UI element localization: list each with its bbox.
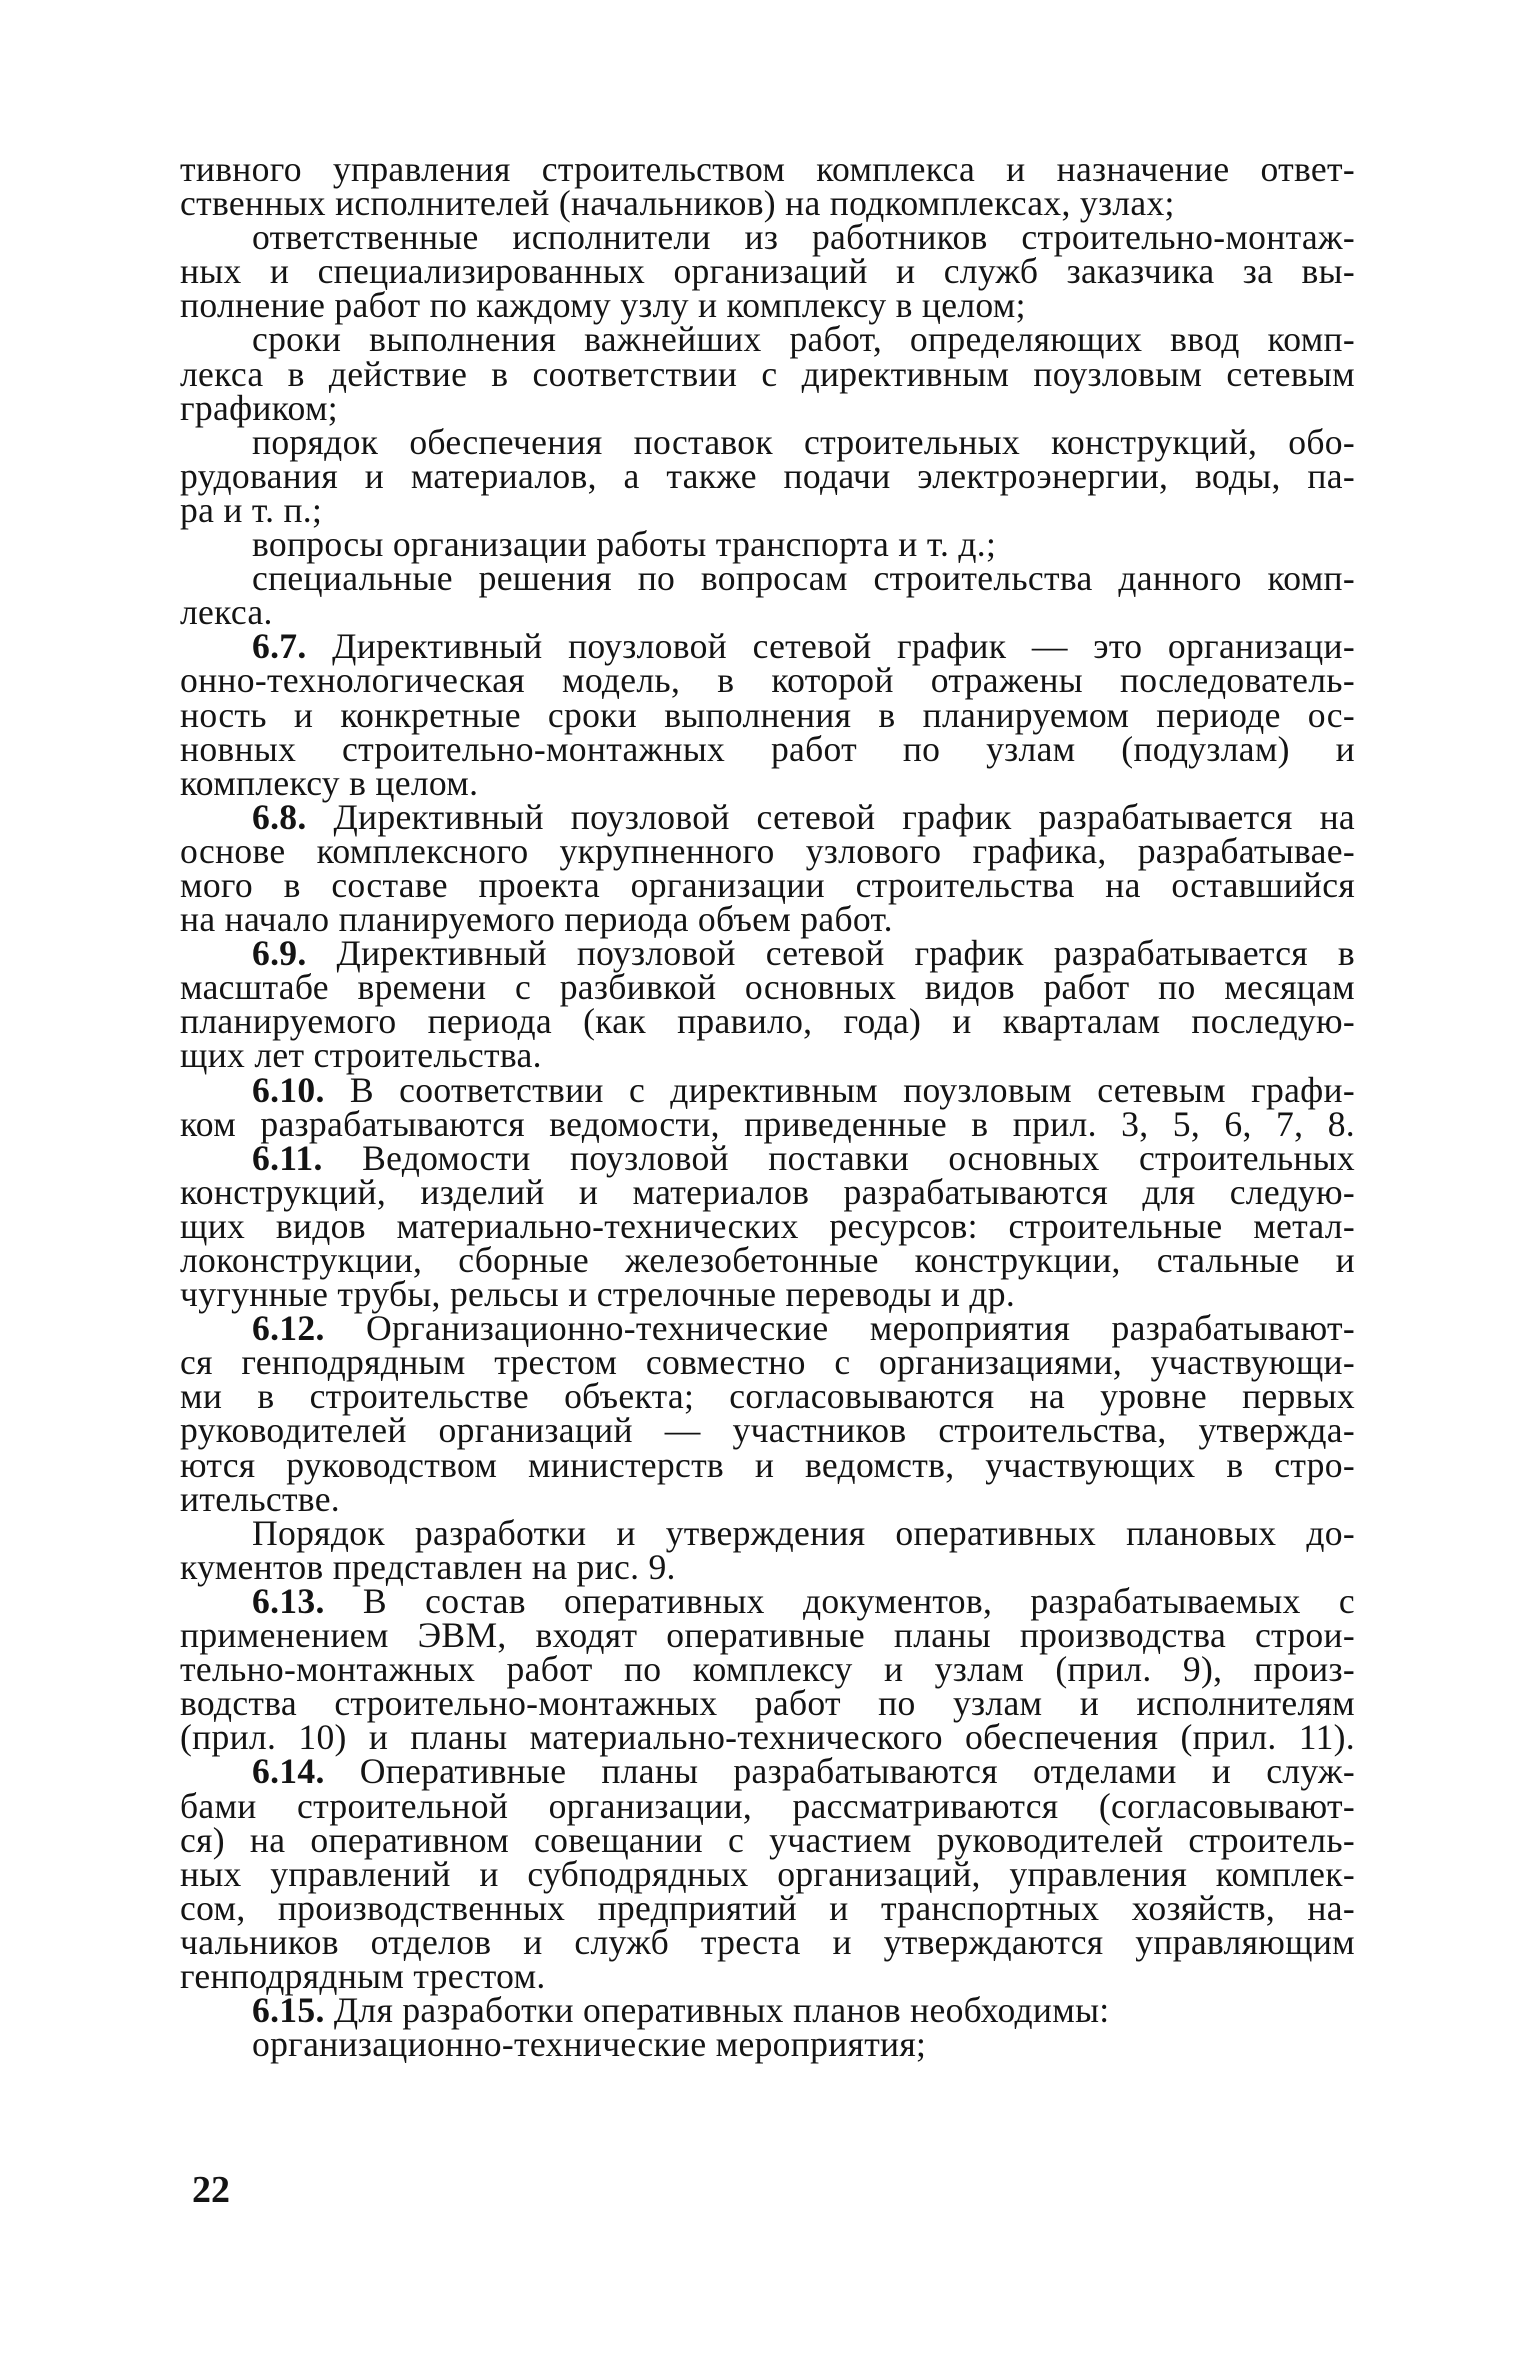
text-line	[180, 1240, 1355, 1280]
line-text: онно-технологическая модель, в которой отражены последователь-	[180, 660, 1355, 701]
line-text: ительстве.	[180, 1478, 340, 1519]
line-text: ность и конкретные сроки выполнения в планируемом периоде ос-	[180, 694, 1355, 735]
line-text: ственных исполнителей (начальников) на подкомплексах, узлах;	[180, 183, 1175, 224]
text-line	[180, 728, 1355, 769]
line-text: применением ЭВМ, входят оперативные планы производства строи-	[180, 1615, 1355, 1656]
line-text: порядок обеспечения поставок строительных конструкций, обо-	[252, 421, 1355, 462]
line-text: ных управлений и субподрядных организаций, управления комплек-	[180, 1853, 1355, 1894]
line-text: ответственные исполнители из работников строительно-монтаж-	[252, 217, 1355, 258]
line-text: тельно-монтажных работ по комплексу и узлам (прил. 9), произ-	[180, 1649, 1355, 1690]
text-line	[180, 353, 1355, 394]
line-text: рудования и материалов, а также подачи электроэнергии, воды, па-	[180, 455, 1355, 496]
text-line	[180, 1921, 1355, 1962]
line-text: полнение работ по каждому узлу и комплексу в целом;	[180, 285, 1026, 326]
line-text: чугунные трубы, рельсы и стрелочные переводы и др.	[180, 1274, 1016, 1315]
text-line	[180, 1137, 1355, 1178]
line-text: ных и специализированных организаций и служб заказчика за вы-	[180, 251, 1355, 292]
line-text: (прил. 10) и планы материально-технического обеспечения (прил. 11).	[180, 1717, 1355, 1758]
text-line	[180, 1546, 1355, 1587]
text-line	[180, 1717, 1355, 1758]
text-line	[180, 1615, 1355, 1656]
line-text: Оперативные планы разрабатываются отделами и служ-	[359, 1751, 1355, 1792]
line-text: вопросы организации работы транспорта и т. д.;	[252, 524, 997, 565]
text-line	[180, 1274, 1355, 1315]
text-line	[180, 251, 1355, 292]
text-line	[180, 1853, 1355, 1894]
line-text: ся) на оперативном совещании с участием руководителей строитель-	[180, 1819, 1355, 1860]
section-number: 6.11.	[252, 1137, 323, 1178]
line-text: сроки выполнения важнейших работ, определяющих ввод комп-	[252, 319, 1355, 360]
text-line	[180, 933, 1355, 974]
text-line	[180, 387, 1355, 428]
line-text: ются руководством министерств и ведомств, участвующих в стро-	[180, 1444, 1355, 1485]
text-line	[180, 149, 1355, 189]
line-text: Ведомости поузловой поставки основных строительных	[362, 1137, 1355, 1178]
line-text: ся генподрядным трестом совместно с организациями, участвующи-	[180, 1342, 1355, 1383]
line-text: Порядок разработки и утверждения оперативных плановых до-	[252, 1512, 1355, 1553]
section-number: 6.12.	[252, 1308, 325, 1349]
text-line	[180, 421, 1355, 462]
line-text: чальников отделов и служб треста и утверждаются управляющим	[180, 1921, 1355, 1962]
section-number: 6.7.	[252, 626, 307, 667]
text-line	[180, 1205, 1355, 1246]
line-text: щих лет строительства.	[180, 1035, 542, 1076]
line-text: Директивный поузловой сетевой график разрабатывается на	[333, 796, 1355, 837]
line-text: кументов представлен на рис. 9.	[180, 1546, 676, 1587]
text-line	[180, 217, 1355, 258]
text-line	[180, 592, 1355, 633]
text-line	[180, 1785, 1355, 1826]
text-line	[180, 1649, 1355, 1690]
line-text: лекса.	[180, 592, 273, 633]
line-text: ком разрабатываются ведомости, приведенные в прил. 3, 5, 6, 7, 8.	[180, 1103, 1355, 1144]
line-text: графиком;	[180, 387, 338, 428]
line-text: конструкций, изделий и материалов разрабатываются для следую-	[180, 1171, 1355, 1212]
text-line	[180, 1376, 1355, 1417]
text-line	[180, 1478, 1355, 1519]
text-line	[180, 1410, 1355, 1451]
text-line	[180, 899, 1355, 940]
line-text: Организационно-технические мероприятия разрабатывают-	[366, 1308, 1355, 1349]
line-text: локонструкции, сборные железобетонные конструкции, стальные и	[180, 1240, 1355, 1280]
text-line	[180, 2024, 1355, 2065]
text-line	[180, 489, 1355, 530]
text-line	[180, 558, 1355, 599]
line-text: Директивный поузловой сетевой график — это организаци-	[332, 626, 1355, 667]
text-line	[180, 1035, 1355, 1076]
text-line	[180, 1171, 1355, 1212]
section-number: 6.15.	[252, 1990, 325, 2031]
text-line	[180, 1308, 1355, 1349]
line-text: щих видов материально-технических ресурсов: строительные метал-	[180, 1205, 1355, 1246]
section-number: 6.8.	[252, 796, 307, 837]
text-line	[180, 1512, 1355, 1553]
section-number: 6.10.	[252, 1069, 325, 1110]
document-page	[180, 149, 1356, 2065]
text-line	[180, 455, 1355, 496]
section-number: 6.9.	[252, 933, 307, 974]
line-text: В состав оперативных документов, разрабатываемых с	[362, 1580, 1355, 1621]
text-line	[180, 694, 1355, 735]
line-text: ми в строительстве объекта; согласовываются на уровне первых	[180, 1376, 1355, 1417]
text-line	[180, 660, 1355, 701]
text-line	[180, 967, 1355, 1008]
text-line	[180, 183, 1355, 224]
text-line	[180, 830, 1355, 871]
line-text: руководителей организаций — участников строительства, утвержда-	[180, 1410, 1355, 1451]
text-line	[180, 1990, 1355, 2031]
line-text: тивного управления строительством комплекса и назначение ответ-	[180, 149, 1355, 189]
text-line	[180, 1342, 1355, 1383]
line-text: В соответствии с директивным поузловым сетевым графи-	[349, 1069, 1356, 1110]
line-text: планируемого периода (как правило, года) и кварталам последую-	[180, 1001, 1355, 1042]
page-number: 22	[192, 2169, 230, 2211]
text-line	[180, 1444, 1355, 1485]
line-text: на начало планируемого периода объем работ.	[180, 899, 893, 940]
text-line	[180, 1751, 1355, 1792]
line-text: лекса в действие в соответствии с директивным поузловым сетевым	[180, 353, 1355, 394]
text-line	[180, 626, 1355, 667]
text-line	[180, 1683, 1355, 1724]
line-text: Директивный поузловой сетевой график разрабатывается в	[336, 933, 1355, 974]
text-line	[180, 1069, 1356, 1110]
text-line	[180, 524, 1355, 565]
text-line	[180, 796, 1355, 837]
line-text: бами строительной организации, рассматриваются (согласовывают-	[180, 1785, 1355, 1826]
section-number: 6.14.	[252, 1751, 325, 1792]
text-line	[180, 1001, 1355, 1042]
line-text: ра и т. п.;	[180, 489, 323, 530]
line-text: организационно-технические мероприятия;	[252, 2024, 927, 2065]
text-line	[180, 1580, 1355, 1621]
line-text: основе комплексного укрупненного узлового графика, разрабатывае-	[180, 830, 1355, 871]
line-text: сом, производственных предприятий и транспортных хозяйств, на-	[180, 1887, 1355, 1928]
line-text: генподрядным трестом.	[180, 1955, 546, 1996]
text-line	[180, 1819, 1355, 1860]
text-line	[180, 1887, 1355, 1928]
line-text: масштабе времени с разбивкой основных видов работ по месяцам	[180, 967, 1355, 1008]
text-line	[180, 1103, 1355, 1144]
line-text: водства строительно-монтажных работ по узлам и исполнителям	[180, 1683, 1355, 1724]
text-line	[180, 285, 1355, 326]
section-number: 6.13.	[252, 1580, 325, 1621]
line-text: мого в составе проекта организации строительства на оставшийся	[180, 864, 1355, 905]
text-line	[180, 319, 1355, 360]
line-text: специальные решения по вопросам строительства данного комп-	[252, 558, 1355, 599]
text-line	[180, 762, 1355, 803]
text-line	[180, 1955, 1355, 1996]
line-text: Для разработки оперативных планов необходимы:	[333, 1990, 1110, 2031]
line-text: комплексу в целом.	[180, 762, 479, 803]
text-line	[180, 864, 1355, 905]
line-text: новных строительно-монтажных работ по узлам (подузлам) и	[180, 728, 1355, 769]
